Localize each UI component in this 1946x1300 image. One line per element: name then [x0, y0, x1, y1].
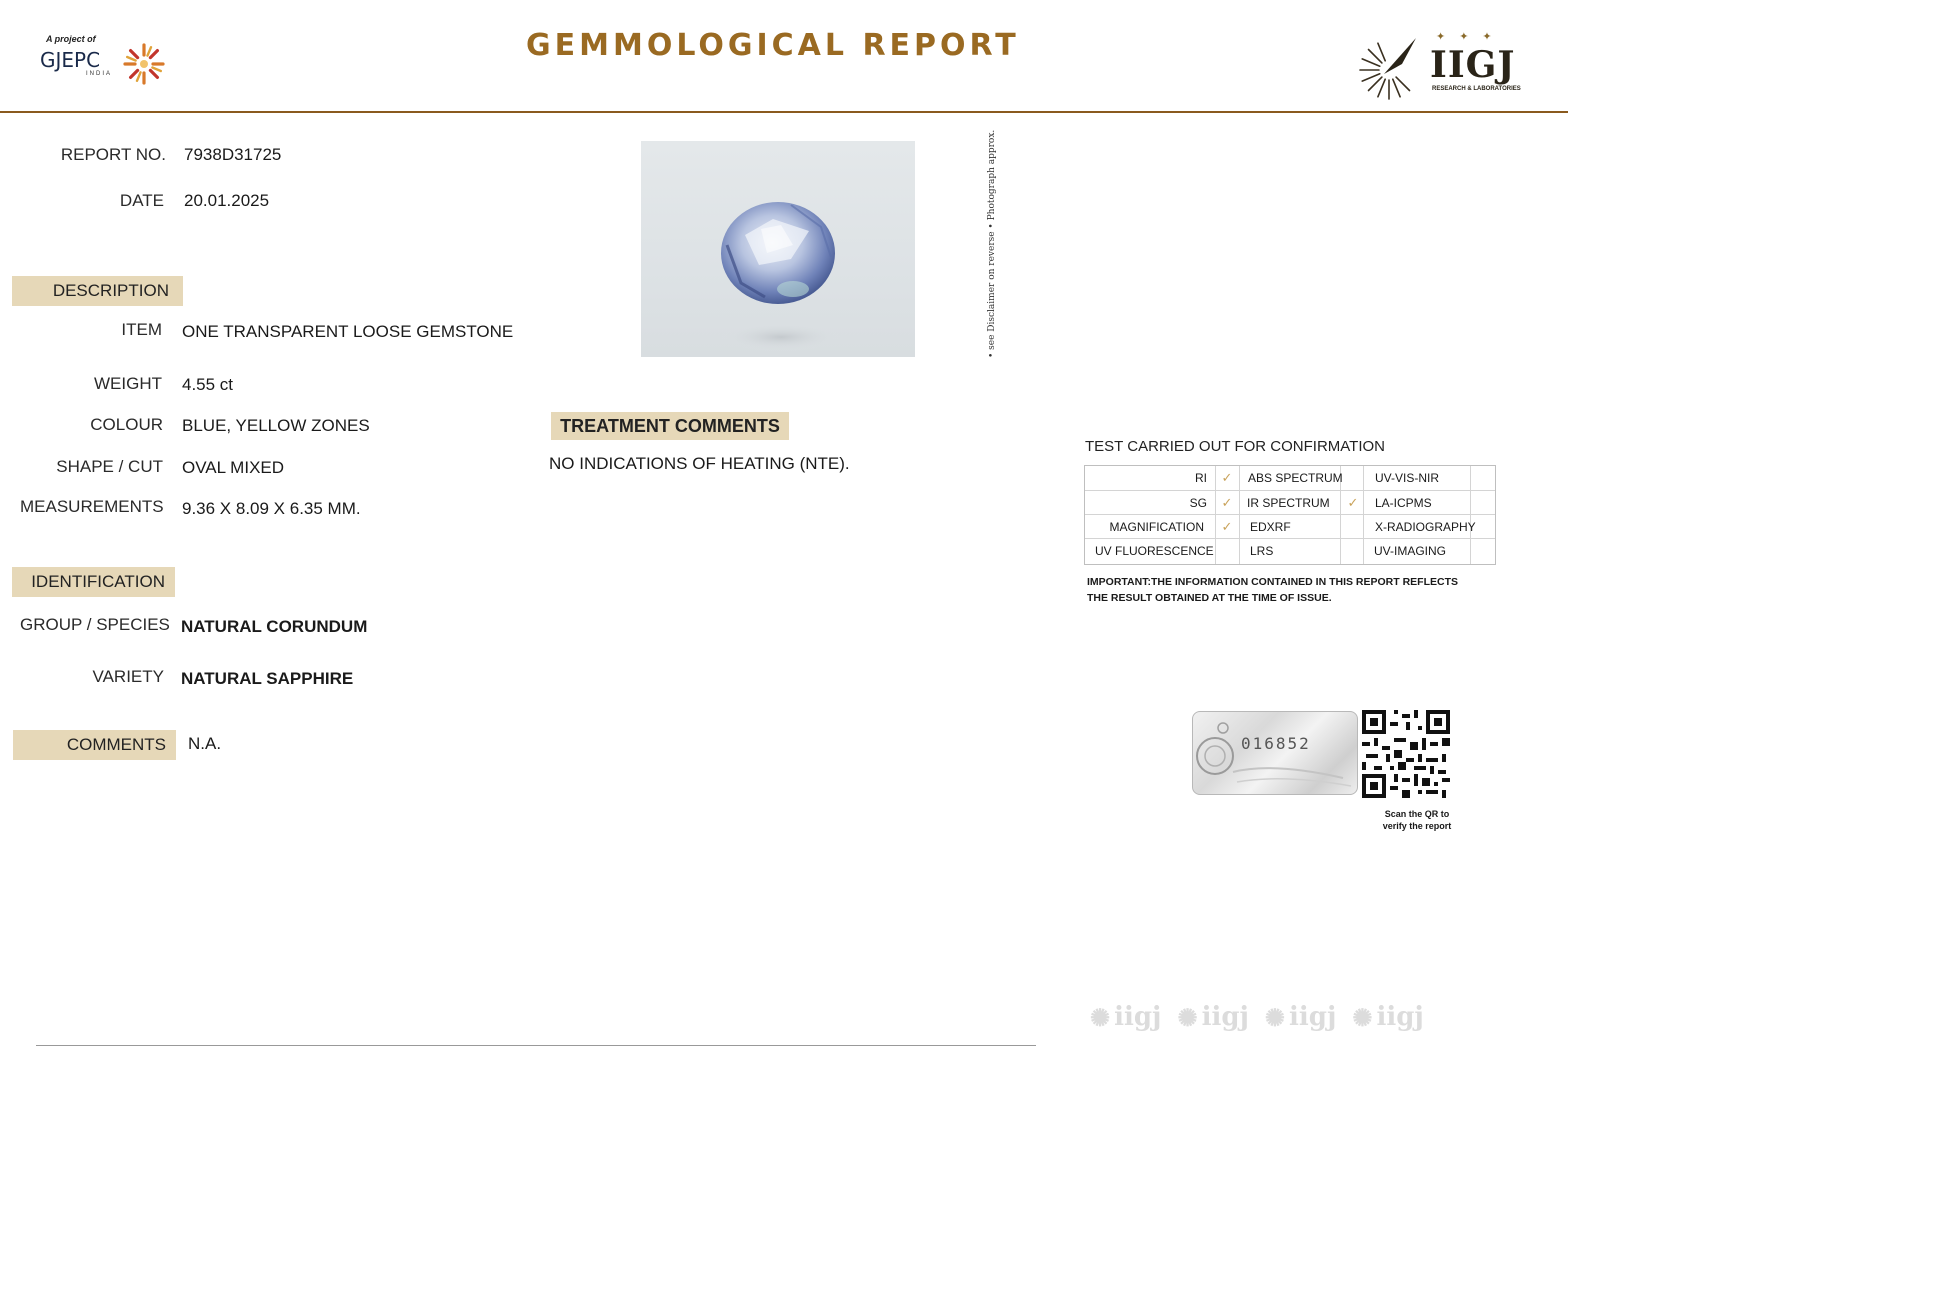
test-magnification-label: MAGNIFICATION: [1109, 520, 1204, 534]
header-divider: [0, 111, 1568, 113]
tests-row-magnification: [1085, 514, 1495, 538]
gemstone-photo: [641, 141, 915, 357]
gjepc-text: GJEPC: [40, 48, 101, 72]
measurements-label: MEASUREMENTS: [20, 497, 164, 516]
watermark-logo: [1090, 1002, 1161, 1032]
test-sg-check-icon: ✓: [1221, 495, 1233, 510]
test-la-icpms-label: LA-ICPMS: [1375, 496, 1432, 510]
gemstone-image: [641, 141, 915, 357]
gjepc-burst-icon: [122, 42, 166, 86]
shape-label: SHAPE / CUT: [56, 457, 163, 476]
test-uv-fluorescence-label: UV FLUORESCENCE: [1095, 544, 1214, 558]
footer-rule: [36, 1045, 1036, 1046]
watermark-text: iigj: [1376, 1002, 1424, 1032]
iigj-sunburst-icon: [1356, 34, 1422, 100]
hologram-pattern-icon: [1193, 712, 1358, 795]
report-no-value: 7938D31725: [184, 145, 282, 164]
qr-caption: [1372, 808, 1462, 832]
verification-qr-code[interactable]: [1362, 710, 1450, 798]
group-species-value: NATURAL CORUNDUM: [181, 617, 368, 636]
comments-value: N.A.: [188, 734, 222, 753]
iigj-subtitle: RESEARCH & LABORATORIES: [1432, 86, 1521, 92]
tests-heading: TEST CARRIED OUT FOR CONFIRMATION: [1085, 438, 1386, 455]
test-edxrf-label: EDXRF: [1250, 520, 1291, 534]
watermark-logo: [1352, 1002, 1423, 1032]
tests-row-sg: [1085, 490, 1495, 514]
gjepc-country-text: INDIA: [86, 71, 113, 77]
variety-value: NATURAL SAPPHIRE: [181, 669, 354, 688]
iigj-text: IIGJ: [1430, 44, 1516, 86]
watermark-text: iigj: [1289, 1002, 1337, 1032]
watermark-logo: [1177, 1002, 1248, 1032]
colour-label: COLOUR: [90, 415, 163, 434]
watermark-logo: [1265, 1002, 1336, 1032]
project-of-text: A project of: [46, 34, 96, 44]
group-species-label: GROUP / SPECIES: [20, 615, 170, 634]
treatment-heading: TREATMENT COMMENTS: [551, 412, 789, 440]
important-label: IMPORTANT:: [1087, 576, 1151, 588]
watermark-text: iigj: [1201, 1002, 1249, 1032]
iigj-stars: ✦✦✦: [1436, 31, 1506, 43]
shape-value: OVAL MIXED: [182, 458, 285, 477]
test-sg-label: SG: [1189, 496, 1207, 510]
tests-row-ri: [1085, 466, 1495, 490]
hologram-number: 016852: [1241, 734, 1311, 753]
tests-table: [1084, 465, 1496, 565]
watermark-burst-icon: ✺: [1352, 1002, 1373, 1032]
test-lrs-label: LRS: [1250, 544, 1274, 558]
important-note: [1087, 574, 1467, 606]
test-ri-label: RI: [1195, 471, 1207, 485]
watermark-burst-icon: ✺: [1177, 1002, 1198, 1032]
test-magnification-check-icon: ✓: [1221, 519, 1233, 534]
description-heading: DESCRIPTION: [12, 276, 183, 306]
item-value: ONE TRANSPARENT LOOSE GEMSTONE: [182, 322, 514, 341]
test-abs-spectrum-label: ABS SPECTRUM: [1248, 471, 1343, 485]
watermark-burst-icon: ✺: [1264, 1002, 1286, 1032]
watermark-text: iigj: [1114, 1002, 1162, 1032]
treatment-value: NO INDICATIONS OF HEATING (NTE).: [549, 454, 850, 473]
test-ri-check-icon: ✓: [1221, 470, 1233, 485]
comments-heading: COMMENTS: [13, 730, 176, 760]
iigj-logo: [1356, 30, 1536, 104]
weight-value: 4.55 ct: [182, 375, 234, 394]
identification-heading: IDENTIFICATION: [12, 567, 175, 597]
variety-label: VARIETY: [92, 667, 164, 686]
item-label: ITEM: [121, 320, 162, 339]
measurements-value: 9.36 X 8.09 X 6.35 MM.: [182, 499, 361, 518]
test-uv-vis-nir-label: UV-VIS-NIR: [1375, 471, 1440, 485]
security-hologram: [1192, 711, 1358, 795]
colour-value: BLUE, YELLOW ZONES: [182, 416, 370, 435]
qr-caption-line-1: Scan the QR to: [1384, 809, 1450, 819]
report-no-label: REPORT NO.: [60, 145, 166, 164]
watermark-burst-icon: ✺: [1090, 1002, 1111, 1032]
test-ir-spectrum-label: IR SPECTRUM: [1247, 496, 1330, 510]
date-value: 20.01.2025: [184, 191, 270, 210]
test-x-radiography-label: X-RADIOGRAPHY: [1375, 520, 1476, 534]
watermark-strip: [1090, 995, 1540, 1039]
gjepc-logo: [38, 34, 168, 90]
weight-label: WEIGHT: [94, 374, 162, 393]
date-label: DATE: [119, 191, 164, 210]
important-text: THE INFORMATION CONTAINED IN THIS REPORT REFLECTS THE RESULT OBTAINED AT THE TIME OF ISSUE.: [1087, 576, 1458, 604]
test-ir-spectrum-check-icon: ✓: [1347, 495, 1359, 510]
report-title: GEMMOLOGICAL REPORT: [526, 28, 1020, 63]
tests-row-uv-fluorescence: [1085, 538, 1495, 562]
test-uv-imaging-label: UV-IMAGING: [1374, 544, 1447, 558]
qr-caption-line-2: verify the report: [1382, 821, 1452, 831]
photo-disclaimer: • see Disclaimer on reverse • Photograph approx.: [987, 129, 997, 358]
